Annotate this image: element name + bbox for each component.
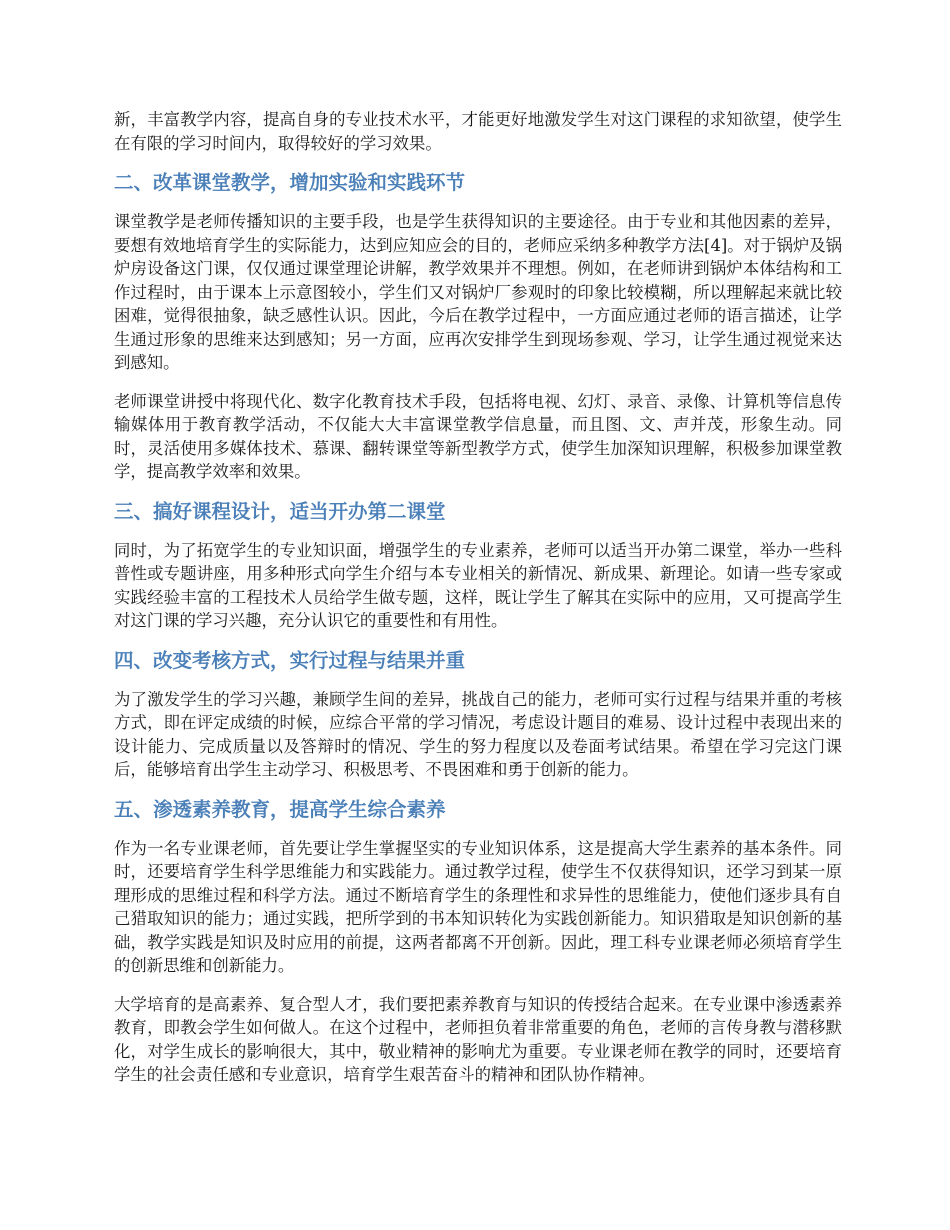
section-4-heading: 四、改变考核方式，实行过程与结果并重	[114, 648, 466, 672]
section-2-paragraph-1: 课堂教学是老师传播知识的主要手段，也是学生获得知识的主要途径。由于专业和其他因素的差异，要想有效地培育学生的实际能力，达到应知应会的目的，老师应采纳多种教学方法[4]。对于锅炉及锅炉房设备这门课，仅仅通过课堂理论讲解，教学效果并不理想。例如，在老师讲到锅炉本体结构和工作过程时，由于课本上示意图较小，学生们又对锅炉厂参观时的印象比较模糊，所以理解起来就比较困难，觉得很抽象，缺乏感性认识。因此，今后在教学过程中，一方面应通过老师的语言描述，让学生通过形象的思维来达到感知；另一方面，应再次安排学生到现场参观、学习，让学生通过视觉来达到感知。	[114, 212, 843, 372]
section-2-heading: 二、改革课堂教学，增加实验和实践环节	[114, 171, 466, 194]
document-page	[114, 108, 842, 1102]
section-5-heading: 五、渗透素养教育，提高学生综合素养	[114, 797, 446, 821]
section-3-heading: 三、搞好课程设计，适当开办第二课堂	[114, 499, 446, 523]
section-4-paragraph-1: 为了激发学生的学习兴趣，兼顾学生间的差异，挑战自己的能力，老师可实行过程与结果并重的考核方式，即在评定成绩的时候，应综合平常的学习情况，考虑设计题目的难易、设计过程中表现出来的设计能力、完成质量以及答辩时的情况、学生的努力程度以及卷面考试结果。希望在学习完这门课后，能够培育出学生主动学习、积极思考、不畏困难和勇于创新的能力。	[114, 689, 842, 779]
intro-paragraph: 新，丰富教学内容，提高自身的专业技术水平，才能更好地激发学生对这门课程的求知欲望，使学生在有限的学习时间内，取得较好的学习效果。	[114, 110, 842, 153]
section-5-paragraph-2: 大学培育的是高素养、复合型人才，我们要把素养教育与知识的传授结合起来。在专业课中渗透素养教育，即教会学生如何做人。在这个过程中，老师担负着非常重要的角色，老师的言传身教与潜移默化，对学生成长的影响很大，其中，敬业精神的影响尤为重要。专业课老师在教学的同时，还要培育学生的社会责任感和专业意识，培育学生艰苦奋斗的精神和团队协作精神。	[114, 994, 842, 1084]
section-2-paragraph-2: 老师课堂讲授中将现代化、数字化教育技术手段，包括将电视、幻灯、录音、录像、计算机等信息传输媒体用于教育教学活动，不仅能大大丰富课堂教学信息量，而且图、文、声并茂，形象生动。同时，灵活使用多媒体技术、慕课、翻转课堂等新型教学方式，使学生加深知识理解，积极参加课堂教学，提高教学效率和效果。	[114, 391, 842, 481]
section-5-paragraph-1: 作为一名专业课老师，首先要让学生掌握坚实的专业知识体系，这是提高大学生素养的基本条件。同时，还要培育学生科学思维能力和实践能力。通过教学过程，使学生不仅获得知识，还学习到某一原理形成的思维过程和科学方法。通过不断培育学生的条理性和求异性的思维能力，使他们逐步具有自己猎取知识的能力；通过实践，把所学到的书本知识转化为实践创新能力。知识猎取是知识创新的基础，教学实践是知识及时应用的前提，这两者都离不开创新。因此，理工科专业课老师必须培育学生的创新思维和创新能力。	[114, 838, 842, 975]
section-3-paragraph-1: 同时，为了拓宽学生的专业知识面，增强学生的专业素养，老师可以适当开办第二课堂，举办一些科普性或专题讲座，用多种形式向学生介绍与本专业相关的新情况、新成果、新理论。如请一些专家或实践经验丰富的工程技术人员给学生做专题，这样，既让学生了解其在实际中的应用，又可提高学生对这门课的学习兴趣，充分认识它的重要性和有用性。	[114, 540, 842, 630]
